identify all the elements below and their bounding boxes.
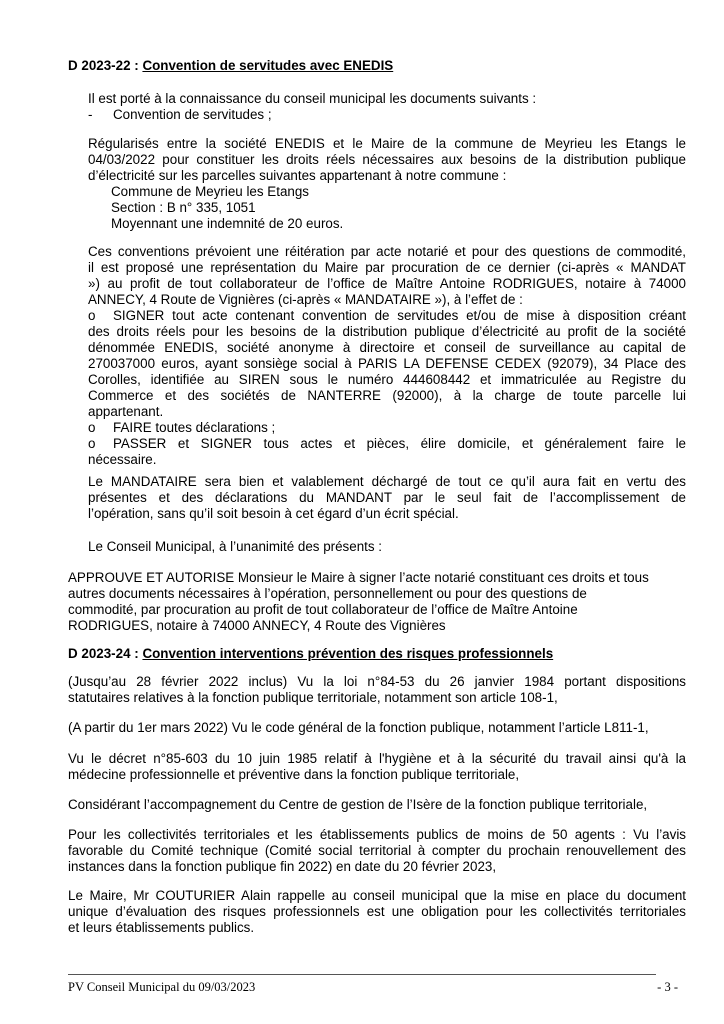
intro-paragraph: Il est porté à la connaissance du conseil municipal les documents suivants : - Convention de servitudes ; [88,91,686,123]
list-item-passer: o PASSER et SIGNER tous actes et pièces, élire domicile, et généralement faire le [88,436,686,451]
list-item: - Convention de servitudes ; [88,107,272,122]
regularises-paragraph: Régularisés entre la société ENEDIS et le Maire de la commune de Meyrieu les Etangs le 04/03/2022 pour constituer les droits réels nécessaires aux besoins de la distribution publique d’électricité sur les parcelles suivantes appartenant à notre commune : Commune de Meyrieu les Etangs Section : B n° 335, 1051 Moyennant une indemnité de 20 euros. [88,136,686,231]
footer-divider [68,974,656,975]
mandate-actions-list: o SIGNER tout acte contenant convention de servitudes et/ou de mise à disposition créant des droits réels pour les besoins de la distribution publique d’électricité au profit de la société dénommée ENEDIS, société anonyme à directoire et conseil de surveillance au capital de 270037000 euros, ayant sonsiège social à PARIS LA DEFENSE CEDEX (92079), 34 Place des Corolles, identifiée au SIREN sous le numéro 444608442 et immatriculée au Registre du Commerce et des sociétés de NANTERRE (92000), à la charge de toute parcelle lui appartenant. o FAIRE toutes déclarations ; o PASSER et SIGNER tous actes et pièces, élire domicile, et généralement faire le nécessaire. [88,308,686,467]
paragraph-centre-gestion: Considérant l’accompagnement du Centre de gestion de l’Isère de la fonction publique territoriale, [68,797,648,812]
parcel-details: Commune de Meyrieu les Etangs Section : B n° 335, 1051 Moyennant une indemnité de 20 euros. [111,184,344,231]
list-item-signer: o SIGNER tout acte contenant convention de servitudes et/ou de mise à disposition créant [88,308,686,323]
paragraph-collectivites: Pour les collectivités territoriales et les établissements publics de moins de 50 agents : Vu l’avis favorable du Comité technique (Comité social territorial à compter du prochain renouvellement des instances dans la fonction publique fin 2022) en date du 20 février 2023, [68,827,686,874]
conseil-paragraph: Le Conseil Municipal, à l’unanimité des présents : [88,539,383,554]
section-title: Convention de servitudes avec ENEDIS [142,58,394,73]
paragraph-code-general: (A partir du 1er mars 2022) Vu le code général de la fonction publique, notamment l’article L811-1, [68,720,649,735]
section-title: Convention interventions prévention des risques professionnels [142,646,554,661]
paragraph-maire: Le Maire, Mr COUTURIER Alain rappelle au conseil municipal que la mise en place du document unique d’évaluation des risques professionnels est une obligation pour les collectivités territoriales et leurs établissements publics. [68,888,686,935]
section-number: D 2023-24 : [68,646,143,661]
paragraph-decret-85-603: Vu le décret n°85-603 du 10 juin 1985 relatif à l'hygiène et à la sécurité du travail ainsi qu'à la médecine professionnelle et préventive dans la fonction publique territoriale, [68,751,686,782]
approuve-paragraph: APPROUVE ET AUTORISE Monsieur le Maire à signer l’acte notarié constituant ces droits et tous autres documents nécessaires à l’opération, personnellement ou pour des questions de commodité, par procuration au profit de tout collaborateur de l’office de Maître Antoine RODRIGUES, notaire à 74000 ANNECY, 4 Route des Vignières [68,570,649,633]
section-heading-d2023-22 [68,58,686,74]
conventions-paragraph: Ces conventions prévoient une réitération par acte notarié et pour des questions de commodité, il est proposé une représentation du Maire par procuration de ce dernier (ci-après « MANDAT ») au profit de tout collaborateur de l’office de Maître Antoine RODRIGUES, notaire à 74000 ANNECY, 4 Route de Vignières (ci-après « MANDATAIRE »), à l’effet de : [88,244,686,307]
footer-page-number: - 3 - [657,980,678,994]
footer-document-title: PV Conseil Municipal du 09/03/2023 [68,980,256,994]
mandataire-paragraph: Le MANDATAIRE sera bien et valablement déchargé de tout ce qu’il aura fait en vertu des présentes et des déclarations du MANDANT par le seul fait de l’accomplissement de l’opération, sans qu’il soit besoin à cet égard d’un écrit spécial. [88,474,686,521]
list-item-faire: o FAIRE toutes déclarations ; [88,420,276,435]
paragraph-loi-84-53: (Jusqu’au 28 février 2022 inclus) Vu la loi n°84-53 du 26 janvier 1984 portant dispositions statutaires relatives à la fonction publique territoriale, notamment son article 108-1, [68,674,686,705]
section-number: D 2023-22 : [68,58,143,73]
section-heading-d2023-24 [68,646,686,662]
